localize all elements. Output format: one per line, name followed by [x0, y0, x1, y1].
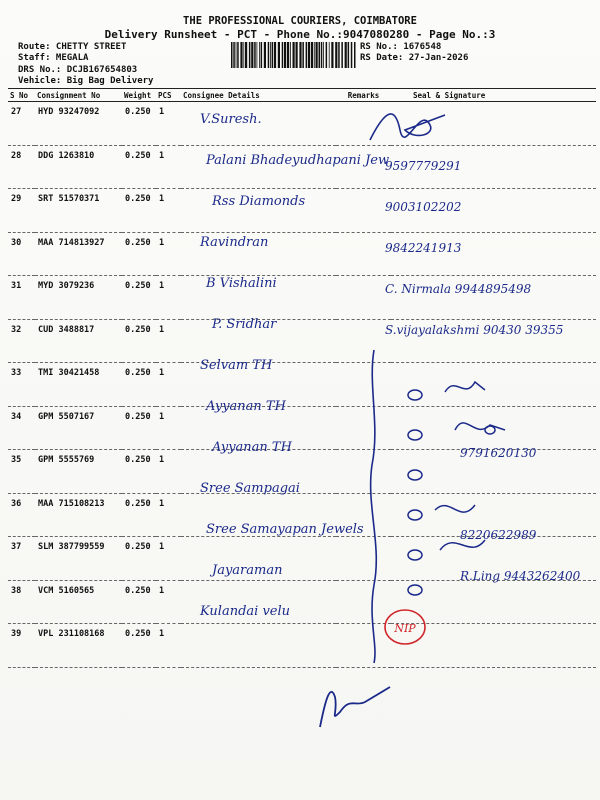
cell-pcs: 1	[156, 102, 181, 146]
cell-weight: 0.250	[122, 624, 156, 668]
cell-remarks	[336, 276, 391, 320]
cell-pcs: 1	[156, 406, 181, 450]
cell-weight: 0.250	[122, 189, 156, 233]
cell-sno: 27	[8, 102, 35, 146]
col-header-pcs: PCS	[156, 89, 181, 102]
cell-sno: 33	[8, 363, 35, 407]
cell-consignment: HYD 93247092	[35, 102, 122, 146]
cell-weight: 0.250	[122, 363, 156, 407]
cell-pcs: 1	[156, 493, 181, 537]
svg-text:NIP: NIP	[394, 622, 416, 635]
cell-pcs: 1	[156, 145, 181, 189]
cell-weight: 0.250	[122, 493, 156, 537]
seal-handwriting: 9842241913	[385, 241, 462, 255]
barcode-image	[231, 42, 357, 68]
cell-sno: 31	[8, 276, 35, 320]
col-header-seal: Seal & Signature	[391, 89, 596, 102]
cell-consignment: TMI 30421458	[35, 363, 122, 407]
col-header-remarks: Remarks	[336, 89, 391, 102]
staff-label: Staff: MEGALA	[18, 53, 89, 63]
cell-consignment: MYD 3079236	[35, 276, 122, 320]
cell-sno: 39	[8, 624, 35, 668]
cell-weight: 0.250	[122, 580, 156, 624]
cell-weight: 0.250	[122, 232, 156, 276]
cell-weight: 0.250	[122, 406, 156, 450]
cell-remarks	[336, 232, 391, 276]
cell-weight: 0.250	[122, 450, 156, 494]
seal-handwriting: 9791620130	[460, 446, 537, 460]
cell-pcs: 1	[156, 319, 181, 363]
cell-pcs: 1	[156, 580, 181, 624]
cell-sno: 30	[8, 232, 35, 276]
cell-consignment: GPM 5507167	[35, 406, 122, 450]
cell-consignment: VPL 231108168	[35, 624, 122, 668]
cell-sno: 29	[8, 189, 35, 233]
cell-pcs: 1	[156, 189, 181, 233]
cell-weight: 0.250	[122, 276, 156, 320]
company-title: THE PROFESSIONAL COURIERS, COIMBATORE	[183, 15, 417, 27]
cell-pcs: 1	[156, 537, 181, 581]
cell-consignment: SRT 51570371	[35, 189, 122, 233]
cell-weight: 0.250	[122, 319, 156, 363]
cell-sno: 36	[8, 493, 35, 537]
cell-pcs: 1	[156, 276, 181, 320]
seal-handwriting: C. Nirmala 9944895498	[385, 282, 532, 296]
consignee-handwriting: Ayyanan TH	[206, 399, 286, 414]
cell-weight: 0.250	[122, 537, 156, 581]
seal-handwriting: S.vijayalakshmi 90430 39355	[385, 323, 564, 337]
cell-weight: 0.250	[122, 145, 156, 189]
vehicle-label: Vehicle: Big Bag Delivery	[18, 76, 154, 86]
cell-consignment: CUD 3488817	[35, 319, 122, 363]
rs-date: RS Date: 27-Jan-2026	[360, 53, 469, 63]
cell-consignment: MAA 714813927	[35, 232, 122, 276]
table-row	[8, 624, 596, 668]
cell-consignment: SLM 387799559	[35, 537, 122, 581]
cell-sno: 32	[8, 319, 35, 363]
consignee-handwriting: Ayyanan TH	[212, 440, 292, 455]
cell-consignment: GPM 5555769	[35, 450, 122, 494]
drs-number: DRS No.: DCJB167654803	[18, 65, 138, 75]
consignee-handwriting: B Vishalini	[206, 276, 277, 291]
consignee-handwriting: Rss Diamonds	[212, 194, 306, 209]
seal-signatures-group	[395, 370, 565, 630]
seal-handwriting: R.Ling 9443262400	[460, 569, 581, 583]
col-header-weight: Weight	[122, 89, 156, 102]
cell-sno: 38	[8, 580, 35, 624]
consignee-handwriting: Palani Bhadeyudhapani Jew	[206, 153, 390, 168]
seal-handwriting: 9597779291	[385, 159, 462, 173]
cell-sno: 28	[8, 145, 35, 189]
consignee-handwriting: Kulandai velu	[200, 604, 291, 619]
consignee-handwriting: P. Sridhar	[212, 317, 277, 332]
consignee-handwriting: Jayaraman	[212, 563, 283, 578]
consignee-handwriting: Selvam TH	[200, 358, 273, 373]
cell-sno: 35	[8, 450, 35, 494]
cell-consignee	[181, 624, 336, 668]
seal-handwriting: 9003102202	[385, 200, 462, 214]
consignee-handwriting: V.Suresh.	[200, 112, 262, 127]
rs-number: RS No.: 1676548	[360, 42, 442, 52]
cell-consignment: VCM 5160565	[35, 580, 122, 624]
col-header-sno: S No	[8, 89, 35, 102]
cell-sno: 37	[8, 537, 35, 581]
seal-handwriting: 8220622989	[460, 528, 537, 542]
consignee-handwriting: Sree Sampagai	[200, 481, 300, 496]
route-label: Route: CHETTY STREET	[18, 42, 127, 52]
col-header-consignment: Consignment No	[35, 89, 122, 102]
table-row	[8, 232, 596, 276]
cell-pcs: 1	[156, 232, 181, 276]
signature-row-27	[360, 100, 460, 150]
consignee-handwriting: Ravindran	[200, 235, 269, 250]
cell-remarks	[336, 189, 391, 233]
cell-sno: 34	[8, 406, 35, 450]
cell-pcs: 1	[156, 450, 181, 494]
cell-pcs: 1	[156, 624, 181, 668]
cell-weight: 0.250	[122, 102, 156, 146]
consignee-handwriting: Sree Samayapan Jewels	[206, 522, 364, 537]
cell-consignment: DDG 1263810	[35, 145, 122, 189]
runsheet-subtitle: Delivery Runsheet - PCT - Phone No.:9047080280 - Page No.:3	[104, 28, 496, 41]
col-header-consignee: Consignee Details	[181, 89, 336, 102]
cell-consignment: MAA 715108213	[35, 493, 122, 537]
table-row	[8, 102, 596, 146]
table-header-row	[8, 89, 596, 102]
supervisor-signature	[300, 672, 400, 732]
cell-pcs: 1	[156, 363, 181, 407]
nip-stamp	[380, 602, 430, 652]
